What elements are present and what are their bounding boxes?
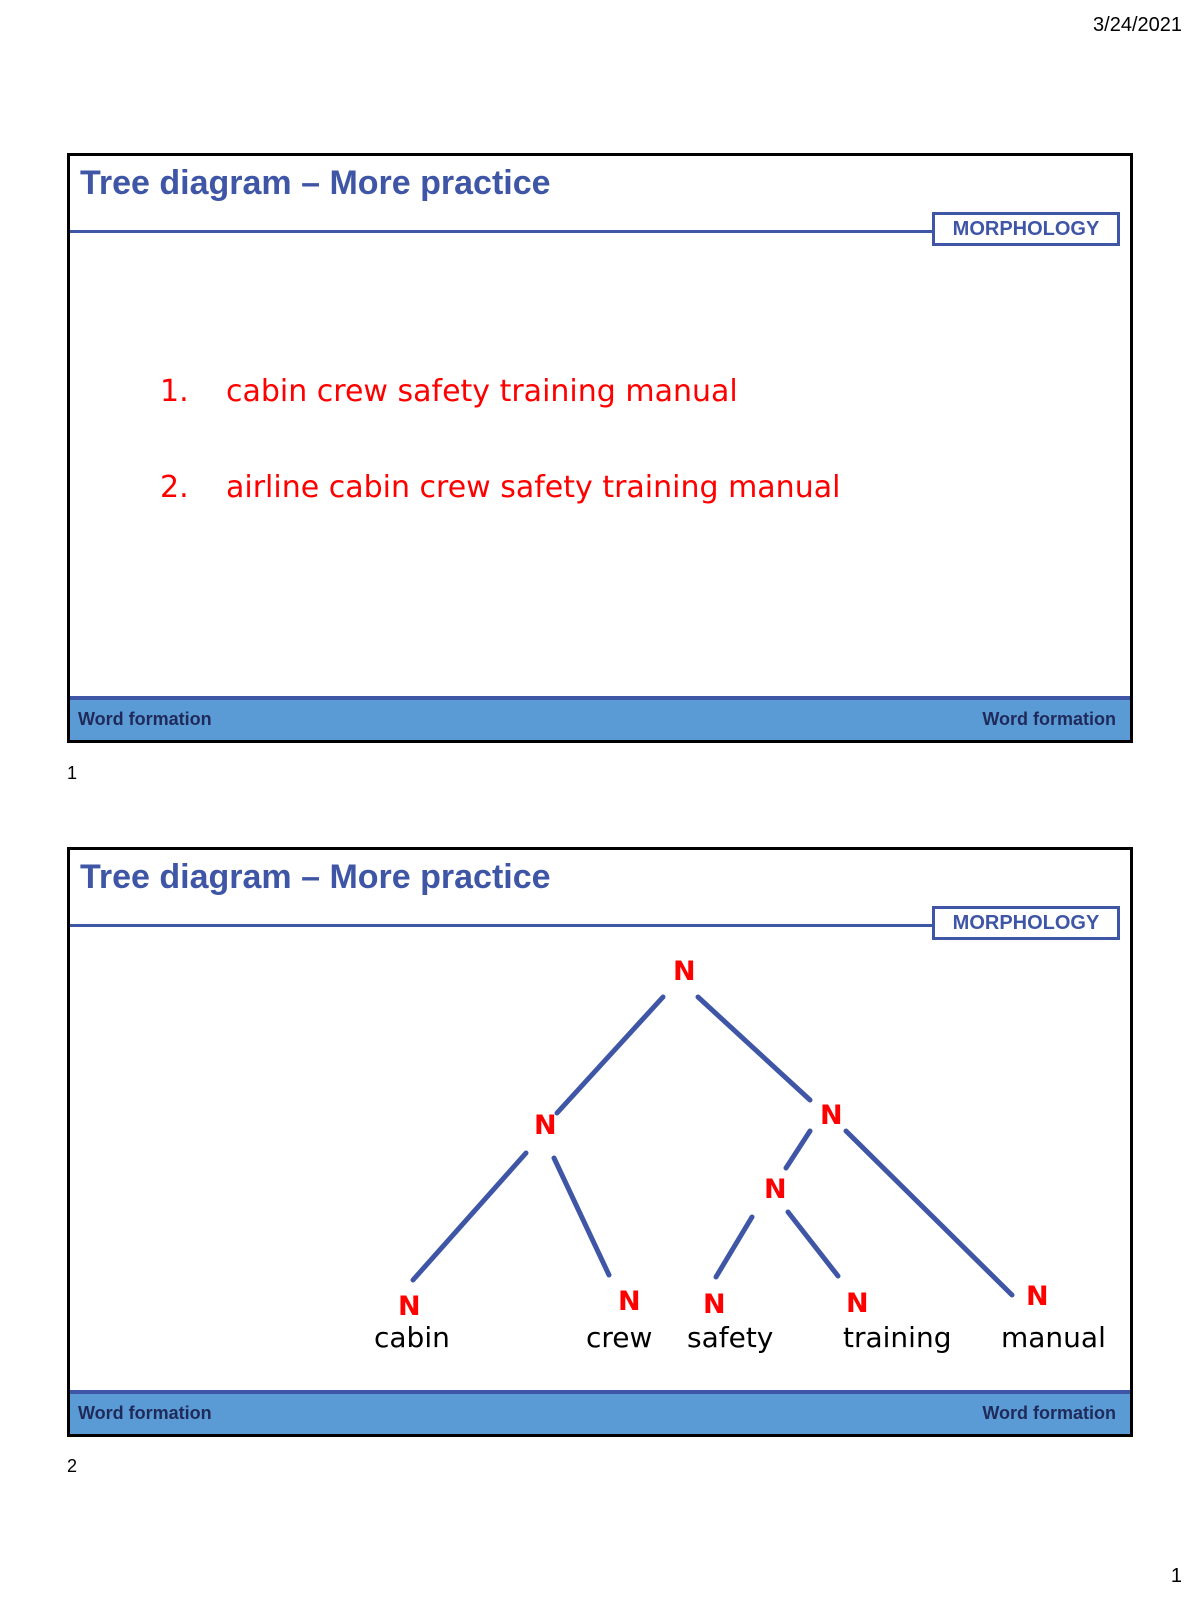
word-cabin: cabin bbox=[374, 1321, 450, 1354]
tree-diagram bbox=[70, 850, 1130, 1395]
word-manual: manual bbox=[1001, 1321, 1106, 1354]
item-text: airline cabin crew safety training manual bbox=[226, 470, 841, 505]
morphology-tag: MORPHOLOGY bbox=[932, 906, 1120, 940]
title-divider bbox=[70, 230, 940, 233]
footer-right-label: Word formation bbox=[982, 1403, 1116, 1423]
tree-branch bbox=[698, 997, 810, 1100]
node-label: N bbox=[1026, 1281, 1049, 1312]
slide-2 bbox=[67, 847, 1133, 1437]
footer-bar bbox=[70, 696, 1130, 740]
node-label: N bbox=[703, 1289, 726, 1320]
node-label: N bbox=[673, 956, 696, 987]
page-date: 3/24/2021 bbox=[1093, 14, 1182, 36]
exercise-list bbox=[160, 374, 840, 566]
slide-index: 2 bbox=[67, 1456, 78, 1476]
word-training: training bbox=[843, 1321, 952, 1354]
node-label: N bbox=[846, 1288, 869, 1319]
list-item bbox=[160, 470, 840, 566]
node-label: N bbox=[764, 1174, 787, 1205]
list-item bbox=[160, 374, 840, 470]
morphology-tag: MORPHOLOGY bbox=[932, 212, 1120, 246]
node-label: N bbox=[820, 1100, 843, 1131]
node-label: N bbox=[618, 1286, 641, 1317]
item-text: cabin crew safety training manual bbox=[226, 374, 738, 409]
item-number: 2. bbox=[160, 470, 189, 505]
tree-branch bbox=[786, 1131, 810, 1168]
slide-1 bbox=[67, 153, 1133, 743]
word-crew: crew bbox=[586, 1321, 653, 1354]
tree-branch bbox=[557, 997, 663, 1113]
footer-left-label: Word formation bbox=[78, 709, 212, 729]
slide-title: Tree diagram – More practice bbox=[80, 164, 551, 202]
footer-bar bbox=[70, 1390, 1130, 1434]
tree-branch bbox=[788, 1212, 838, 1276]
node-label: N bbox=[534, 1110, 557, 1141]
tree-branch bbox=[716, 1217, 752, 1277]
item-number: 1. bbox=[160, 374, 189, 409]
page-number: 1 bbox=[1170, 1565, 1182, 1587]
tree-branch bbox=[554, 1158, 609, 1275]
node-label: N bbox=[398, 1291, 421, 1322]
tree-branch bbox=[413, 1153, 526, 1280]
tree-branch bbox=[846, 1131, 1012, 1295]
footer-left-label: Word formation bbox=[78, 1403, 212, 1423]
footer-right-label: Word formation bbox=[982, 709, 1116, 729]
word-safety: safety bbox=[687, 1321, 774, 1354]
slide-index: 1 bbox=[67, 763, 78, 783]
slide-title: Tree diagram – More practice bbox=[80, 858, 551, 896]
